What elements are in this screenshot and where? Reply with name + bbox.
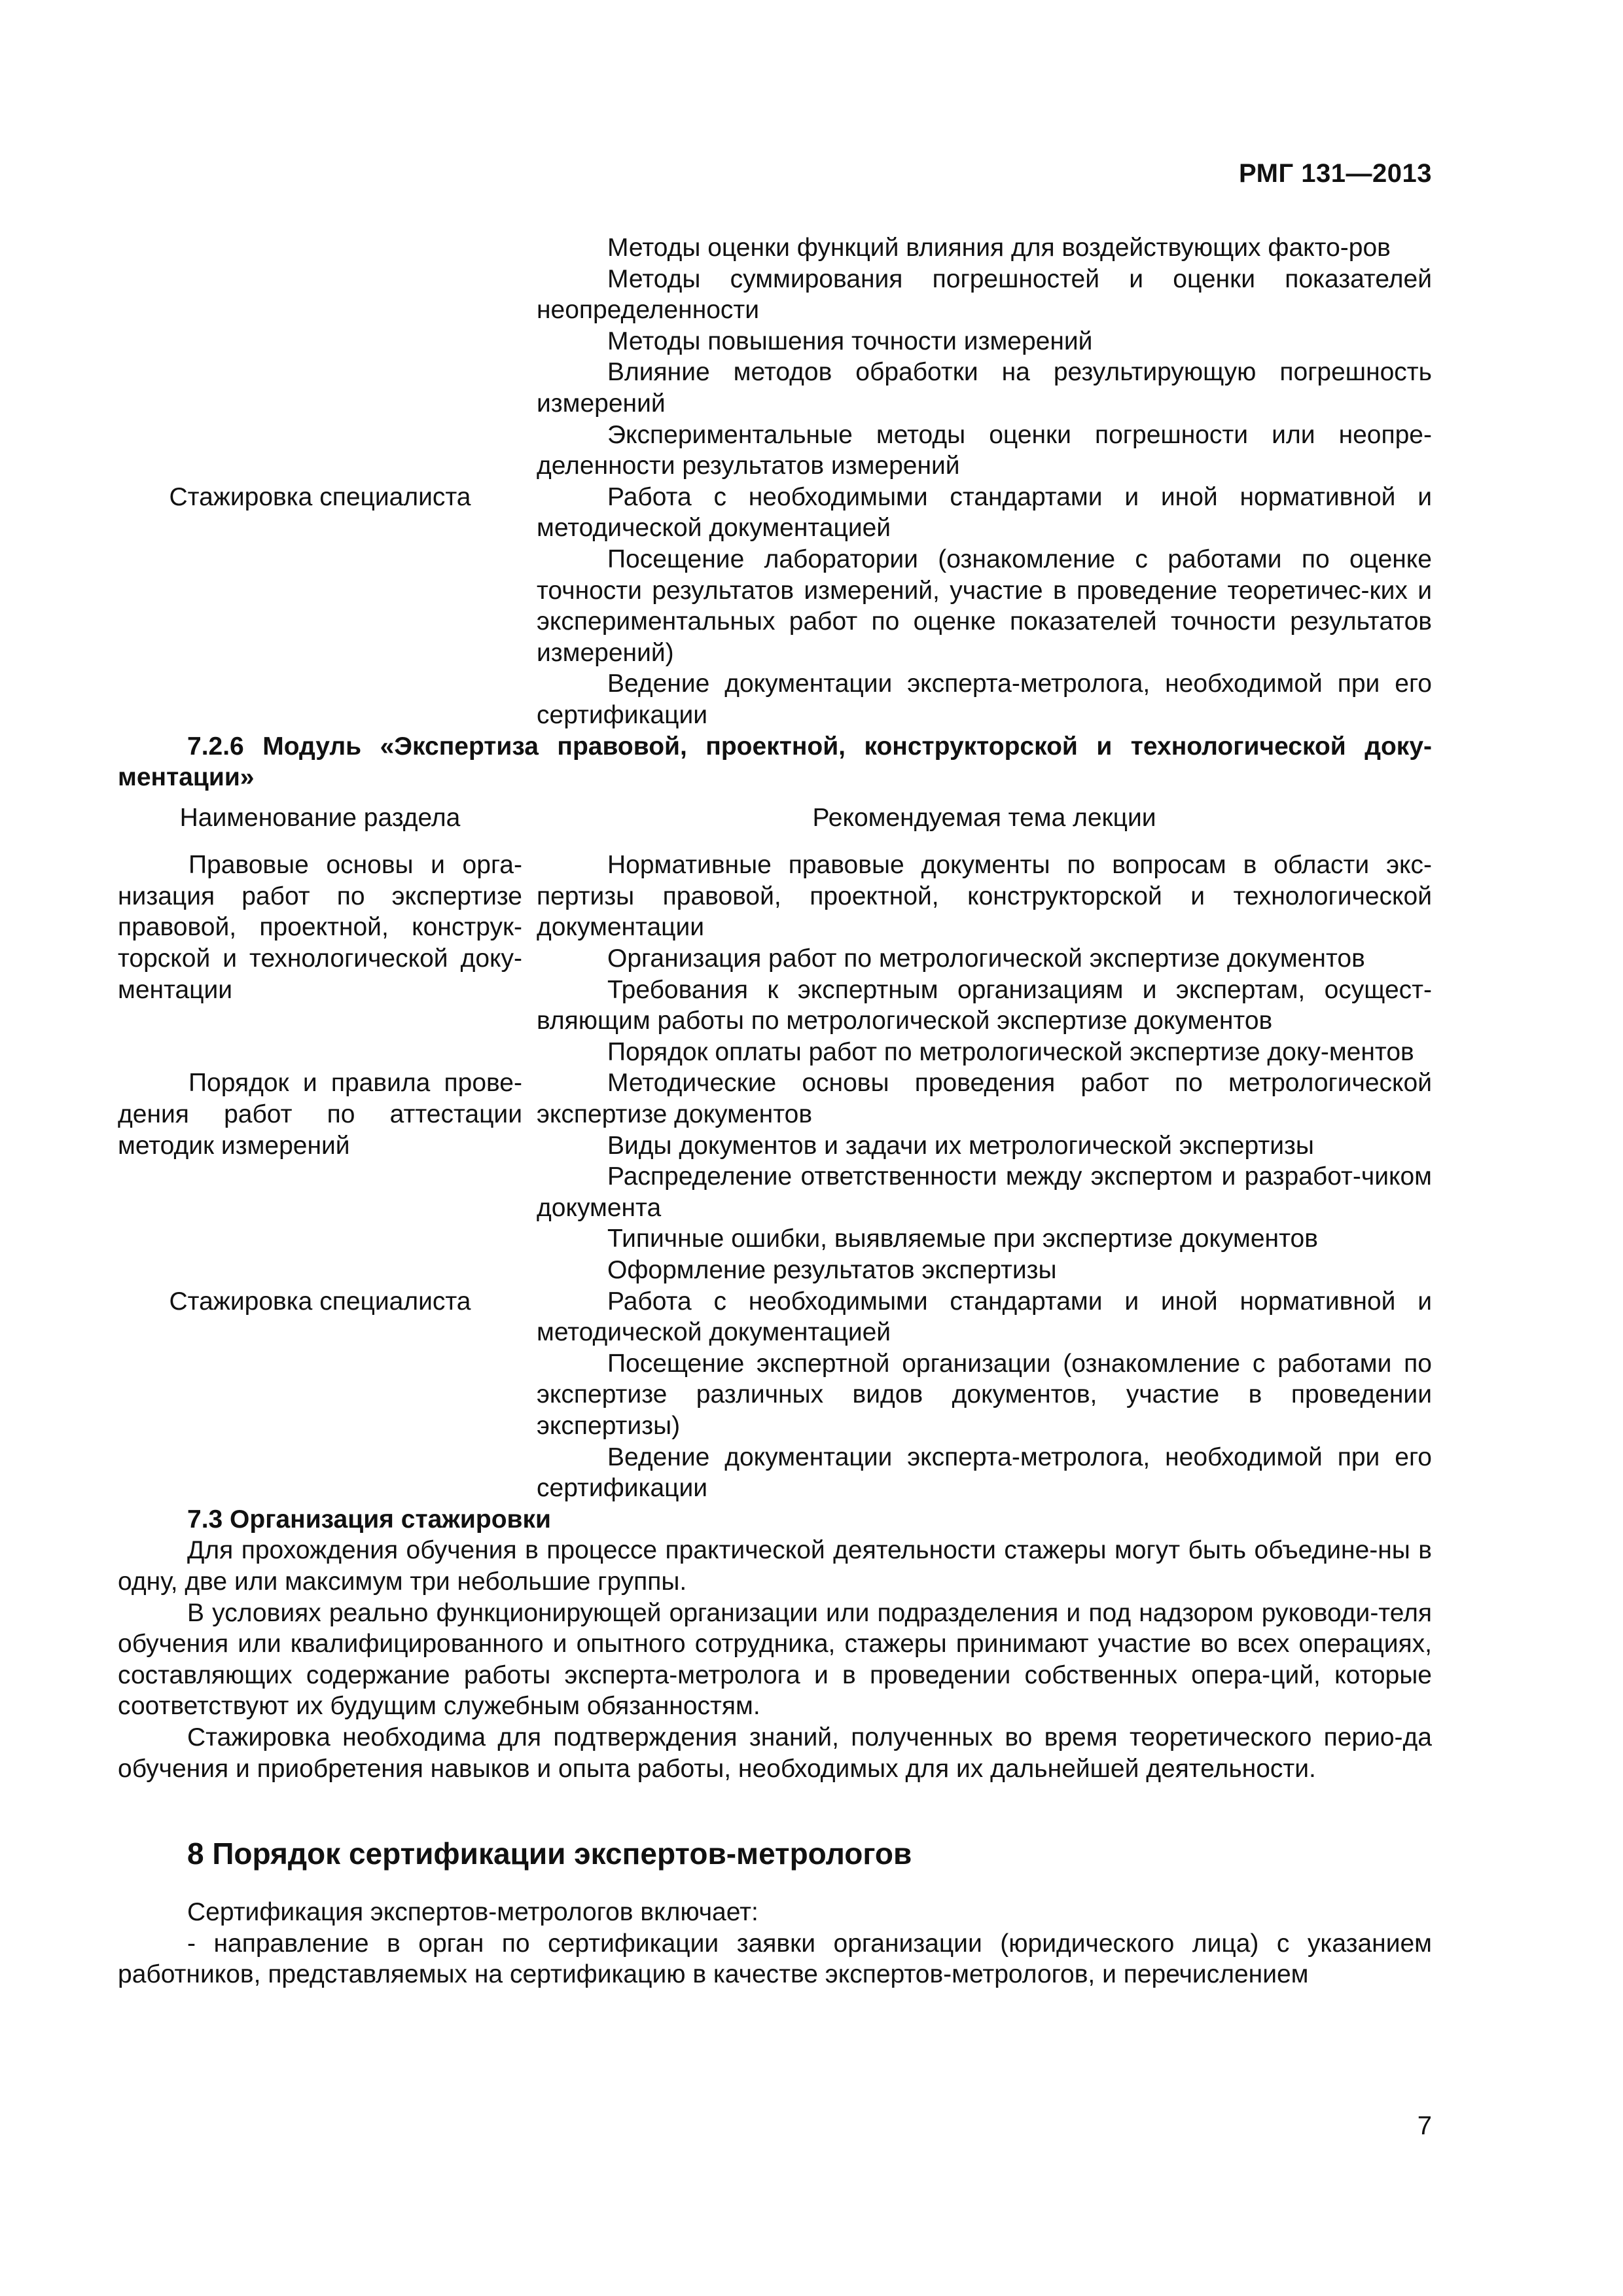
topic-item: Методы повышения точности измерений [607, 327, 1093, 355]
topic-list [537, 1067, 1432, 1285]
table-row [118, 850, 1432, 1067]
table-cell-empty [118, 232, 537, 482]
section-name: Стажировка специалиста [169, 1287, 471, 1316]
page-number: 7 [1417, 2111, 1432, 2140]
topic-item: Работа с необходимыми стандартами и иной нормативной и методической документацией [537, 1287, 1432, 1347]
paragraph: Сертификация экспертов-метрологов включает: [187, 1898, 758, 1927]
paragraph: В условиях реально функционирующей организации или подразделения и под надзором руководи-теля обучения или квалифицированного и опытного сотрудника, стажеры принимают участие во всех операциях, составляющих содержание работы эксперта-метролога и в проведении собственных опера-ций, которые соответствуют их будущим служебным обязанностям. [118, 1598, 1432, 1721]
topic-item: Посещение лаборатории (ознакомление с работами по оценке точности результатов измерений, участие в проведение теоретичес-ких и экспериментальных работ по оценке показателей точности результатов измерений) [537, 545, 1432, 667]
topic-item: Посещение экспертной организации (ознакомление с работами по экспертизе различных видов документов, участие в проведении экспертизы) [537, 1349, 1432, 1440]
table-header [118, 802, 1432, 834]
section-heading: 7.3 Организация стажировки [187, 1505, 551, 1534]
paragraph: Стажировка необходима для подтверждения знаний, полученных во время теоретического перио-да обучения и приобретения навыков и опыта работы, необходимых для их дальнейшей деятельности. [118, 1723, 1432, 1783]
table-row [118, 1286, 1432, 1504]
topic-item: Распределение ответственности между экспертом и разработ-чиком документа [537, 1162, 1432, 1222]
topic-item: Организация работ по метрологической экспертизе документов [607, 944, 1365, 973]
topic-item: Требования к экспертным организациям и экспертам, осущест-вляющим работы по метрологической экспертизе документов [537, 975, 1432, 1035]
topic-item: Методы оценки функций влияния для воздействующих факто-ров [607, 234, 1391, 262]
paragraph: Для прохождения обучения в процессе практической деятельности стажеры могут быть объедине-ны в одну, две или максимум три небольшие группы. [118, 1536, 1432, 1596]
topic-list [537, 850, 1432, 1067]
table-row [118, 1067, 1432, 1285]
table-row-internship [118, 482, 1432, 731]
topic-item: Ведение документации эксперта-метролога, необходимой при его сертификации [537, 670, 1432, 729]
section-name: Порядок и правила прове-дения работ по аттестации методик измерений [118, 1069, 522, 1160]
topic-list [537, 482, 1432, 731]
list-item: - направление в орган по сертификации заявки организации (юридического лица) с указанием работников, представляемых на сертификацию в качестве экспертов-метрологов, и перечислением [118, 1929, 1432, 1989]
topic-item: Виды документов и задачи их метрологической экспертизы [607, 1131, 1314, 1160]
topic-item: Методы суммирования погрешностей и оценки показателей неопределенности [537, 264, 1432, 325]
topic-list [537, 1286, 1432, 1504]
topic-item: Влияние методов обработки на результирующую погрешность измерений [537, 358, 1432, 418]
section-name: Правовые основы и орга-низация работ по экспертизе правовой, проектной, конструк-торской и технологической доку-ментации [118, 851, 522, 1004]
module-heading: 7.2.6 Модуль «Экспертиза правовой, проектной, конструкторской и технологической доку-ментации» [118, 732, 1432, 792]
topic-item: Ведение документации эксперта-метролога, необходимой при его сертификации [537, 1443, 1432, 1503]
chapter-heading: 8 Порядок сертификации экспертов-метрологов [187, 1837, 912, 1871]
topic-item: Экспериментальные методы оценки погрешности или неопре-деленности результатов измерений [537, 420, 1432, 480]
topic-item: Порядок оплаты работ по метрологической экспертизе доку-ментов [607, 1037, 1414, 1066]
table-row-continuation [118, 232, 1432, 482]
topic-item: Оформление результатов экспертизы [607, 1256, 1057, 1284]
section-name: Стажировка специалиста [169, 482, 471, 511]
topic-item: Нормативные правовые документы по вопросам в области экс-пертизы правовой, проектной, конструкторской и технологической документации [537, 851, 1432, 942]
topic-list [537, 232, 1432, 482]
topic-item: Методические основы проведения работ по метрологической экспертизе документов [537, 1069, 1432, 1129]
topic-item: Работа с необходимыми стандартами и иной нормативной и методической документацией [537, 482, 1432, 543]
page-content [118, 232, 1432, 1990]
topic-item: Типичные ошибки, выявляемые при экспертизе документов [607, 1225, 1318, 1253]
document-code: РМГ 131—2013 [1239, 159, 1432, 188]
column-header-section: Наименование раздела [179, 803, 461, 832]
column-header-topic: Рекомендуемая тема лекции [812, 803, 1156, 832]
